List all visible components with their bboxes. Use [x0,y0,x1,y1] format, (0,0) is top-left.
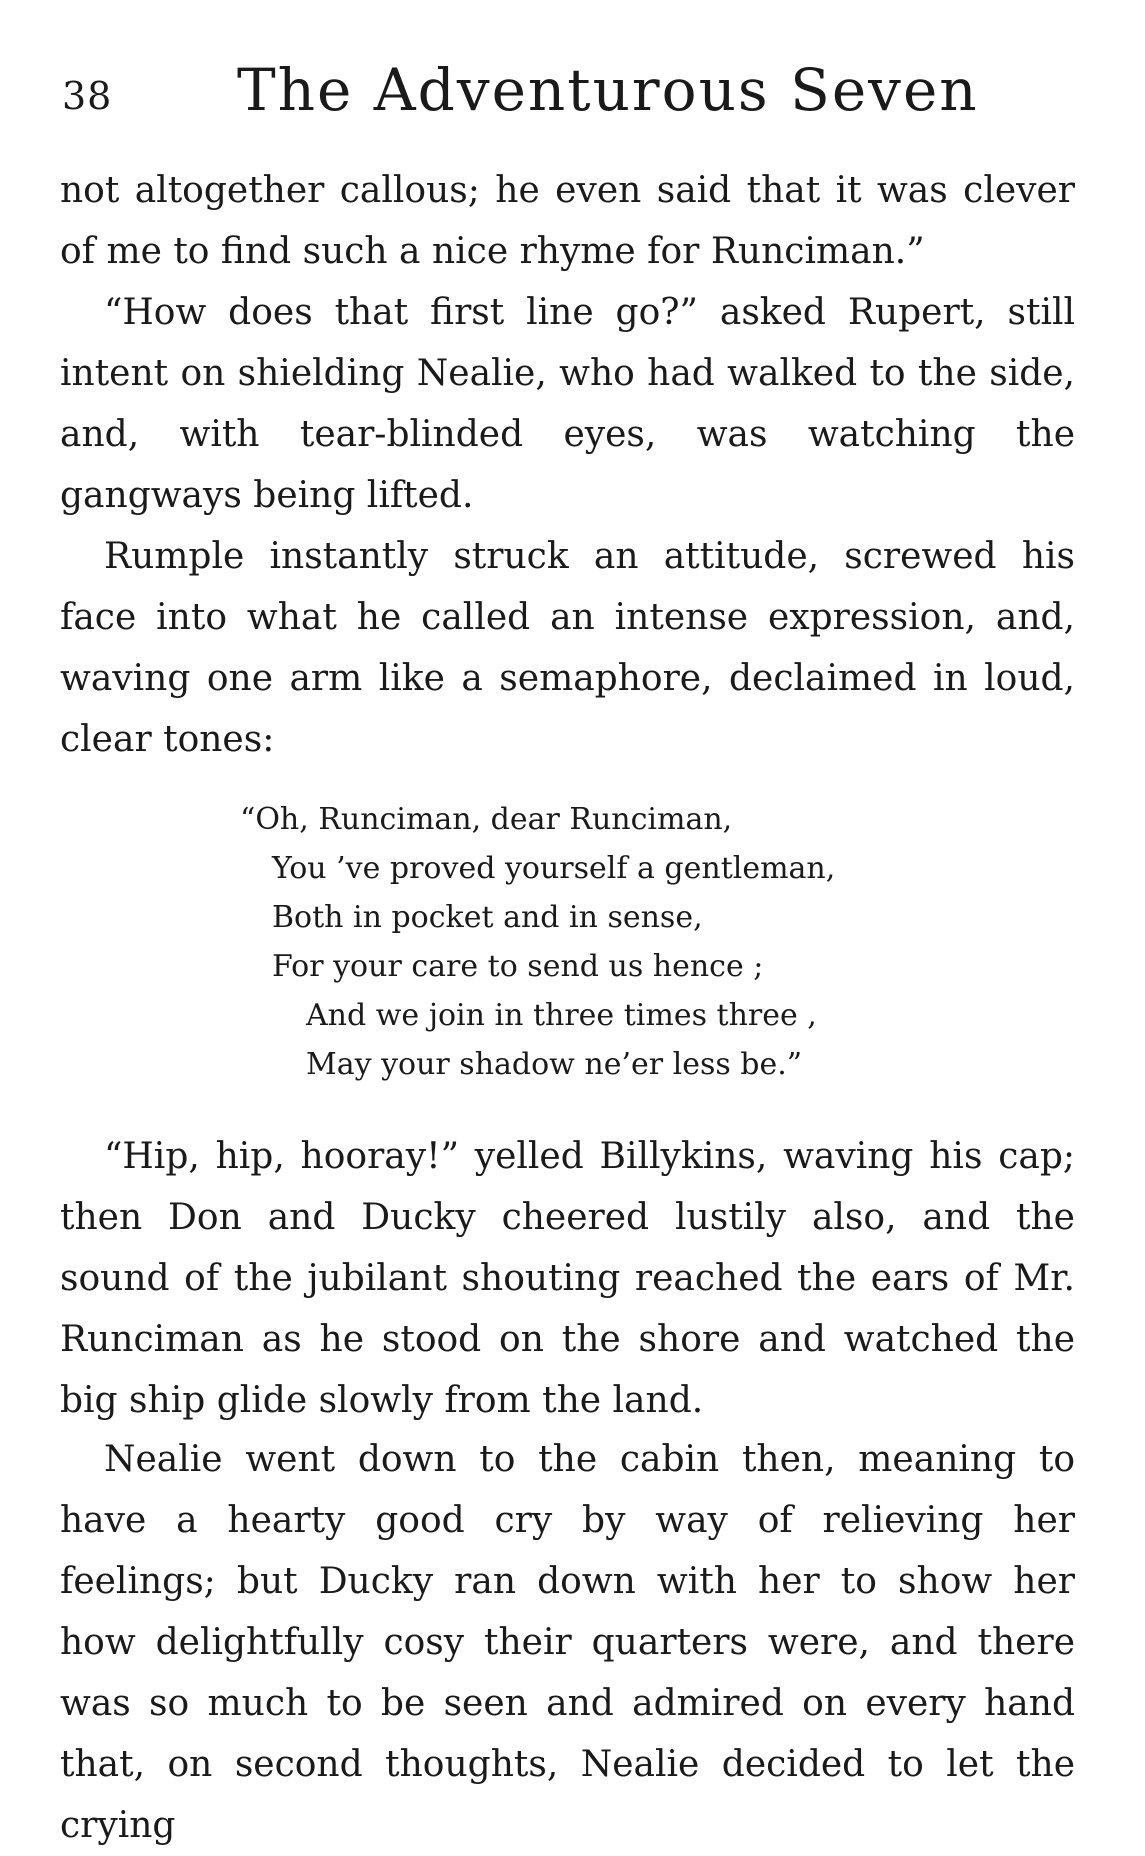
verse-block [240,795,960,1089]
paragraph-rupert-question [60,282,1075,526]
verse-line: You ’ve proved yourself a gentleman, [272,851,836,886]
paragraph-hooray [60,1126,1075,1431]
paragraph-text: Rumple instantly struck an attitude, screwed his face into what he called an intense expression, and, waving one arm like a semaphore, declaimed in loud, clear tones: [60,536,1075,760]
running-title: The Adventurous Seven [237,56,979,124]
page-header [62,56,1082,136]
verse-line: May your shadow ne’er less be.” [306,1047,803,1082]
page-number: 38 [62,74,113,118]
paragraph-text: not altogether callous; he even said that it was clever of me to find such a nice rhyme for Runciman.” [60,170,1075,272]
paragraph-rumple-declaims [60,526,1075,770]
verse-line: Both in pocket and in sense, [272,900,703,935]
paragraph-continuation [60,160,1075,282]
paragraph-text: Nealie went down to the cabin then, meaning to have a hearty good cry by way of relieving her feelings; but Ducky ran down with her to show her how delightfully cosy their quarters were, and there was so much to be seen and admired on every hand that, on second thoughts, Nealie decided to let the crying [60,1439,1075,1846]
verse-line: And we join in three times three , [306,998,817,1033]
verse-line: “Oh, Runciman, dear Runciman, [240,802,733,837]
paragraph-text: “How does that first line go?” asked Rupert, still intent on shielding Nealie, who had walked to the side, and, with tear-blinded eyes, was watching the gangways being lifted. [60,292,1075,516]
paragraph-text: “Hip, hip, hooray!” yelled Billykins, waving his cap; then Don and Ducky cheered lustily also, and the sound of the jubilant shouting reached the ears of Mr. Runciman as he stood on the shore and watched the big ship glide slowly from the land. [60,1136,1075,1421]
paragraph-nealie-cabin [60,1429,1075,1856]
verse-line: For your care to send us hence ; [272,949,764,984]
